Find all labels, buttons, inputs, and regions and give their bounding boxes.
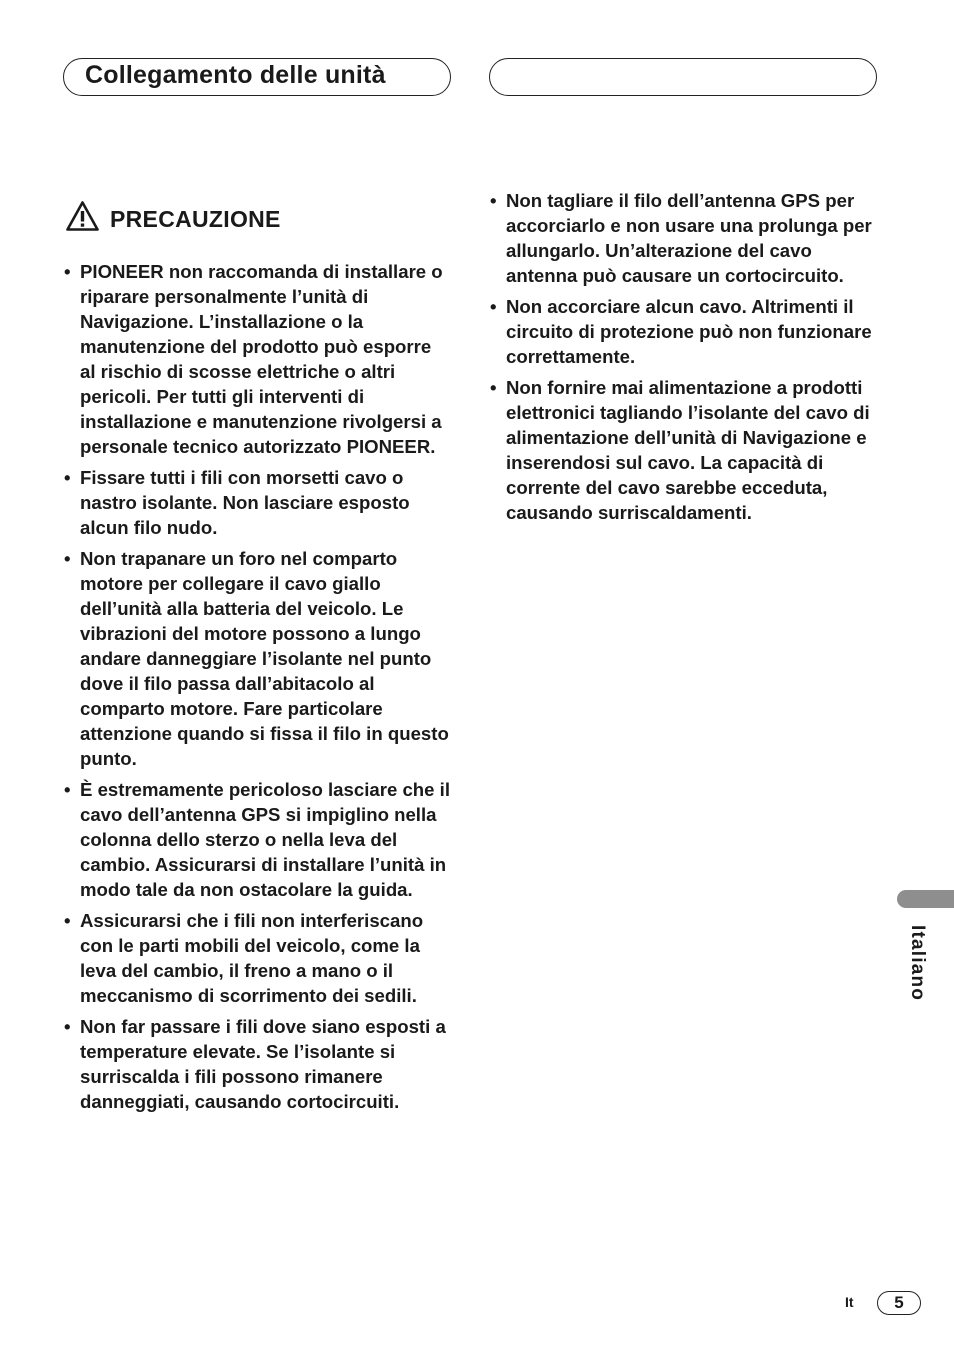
section-title: Collegamento delle unità (85, 61, 386, 89)
list-item (64, 259, 450, 459)
list-item-text: Assicurarsi che i fili non interferiscano con le parti mobili del veicolo, come la leva del cambio, il freno a mano o il meccanismo di scorrimento dei sedili. (80, 910, 424, 1006)
list-item-text: Non trapanare un foro nel comparto motore per collegare il cavo giallo dell’unità alla batteria del veicolo. Le vibrazioni del motore possono a lungo andare danneggiare l’isolante nel punto dove il filo passa dall’abitacolo al comparto motore. Fare particolare attenzione quando si fissa il filo in questo punto. (80, 548, 449, 769)
list-item-text: Non fornire mai alimentazione a prodotti elettronici tagliando l’isolante del cavo di alimentazione dell’unità di Navigazione e inserendosi sul cavo. La capacità di corrente del cavo sarebbe ecceduta, causando surriscaldamenti. (506, 377, 870, 523)
list-item-text: PIONEER non raccomanda di installare o riparare personalmente l’unità di Navigazione. L’installazione o la manutenzione del prodotto può esporre al rischio di scosse elettriche o altri pericoli. Per tutti gli interventi di installazione e manutenzione rivolgersi a personale tecnico autorizzato PIONEER. (80, 261, 443, 457)
page-number: 5 (877, 1291, 921, 1315)
section-header (63, 58, 451, 96)
list-item (64, 1014, 450, 1114)
bullet: • (490, 377, 497, 398)
list-item-text: È estremamente pericoloso lasciare che il cavo dell’antenna GPS si impiglino nella colonna dello sterzo o nella leva del cambio. Assicurarsi di installare l’unità in modo tale da non ostacolare la guida. (80, 779, 450, 900)
right-column (490, 188, 876, 531)
bullet: • (64, 1016, 71, 1037)
bullet: • (64, 467, 71, 488)
list-item (490, 188, 876, 288)
list-item-text: Non far passare i fili dove siano esposti a temperature elevate. Se l’isolante si surriscalda i fili possono rimanere danneggiati, causando cortocircuiti. (80, 1016, 446, 1112)
section-header-blank (489, 58, 877, 96)
list-item-text: Fissare tutti i fili con morsetti cavo o nastro isolante. Non lasciare esposto alcun filo nudo. (80, 467, 410, 538)
list-item (490, 375, 876, 525)
list-item (490, 294, 876, 369)
list-item-text: Non accorciare alcun cavo. Altrimenti il circuito di protezione può non funzionare correttamente. (506, 296, 872, 367)
list-item (64, 908, 450, 1008)
bullet: • (64, 779, 71, 800)
bullet: • (490, 296, 497, 317)
caution-heading (66, 198, 281, 233)
bullet: • (64, 261, 71, 282)
warning-triangle-icon (66, 201, 99, 231)
bullet: • (64, 548, 71, 569)
left-column (64, 259, 450, 1120)
list-item (64, 546, 450, 771)
language-tab-label: Italiano (907, 925, 928, 1002)
bullet: • (490, 190, 497, 211)
caution-title: PRECAUZIONE (110, 206, 281, 232)
list-item (64, 465, 450, 540)
bullet: • (64, 910, 71, 931)
list-item (64, 777, 450, 902)
footer-language-code: It (845, 1294, 854, 1310)
list-item-text: Non tagliare il filo dell’antenna GPS per accorciarlo e non usare una prolunga per allungarlo. Un’alterazione del cavo antenna può causare un cortocircuito. (506, 190, 872, 286)
language-tab-marker (897, 890, 954, 908)
